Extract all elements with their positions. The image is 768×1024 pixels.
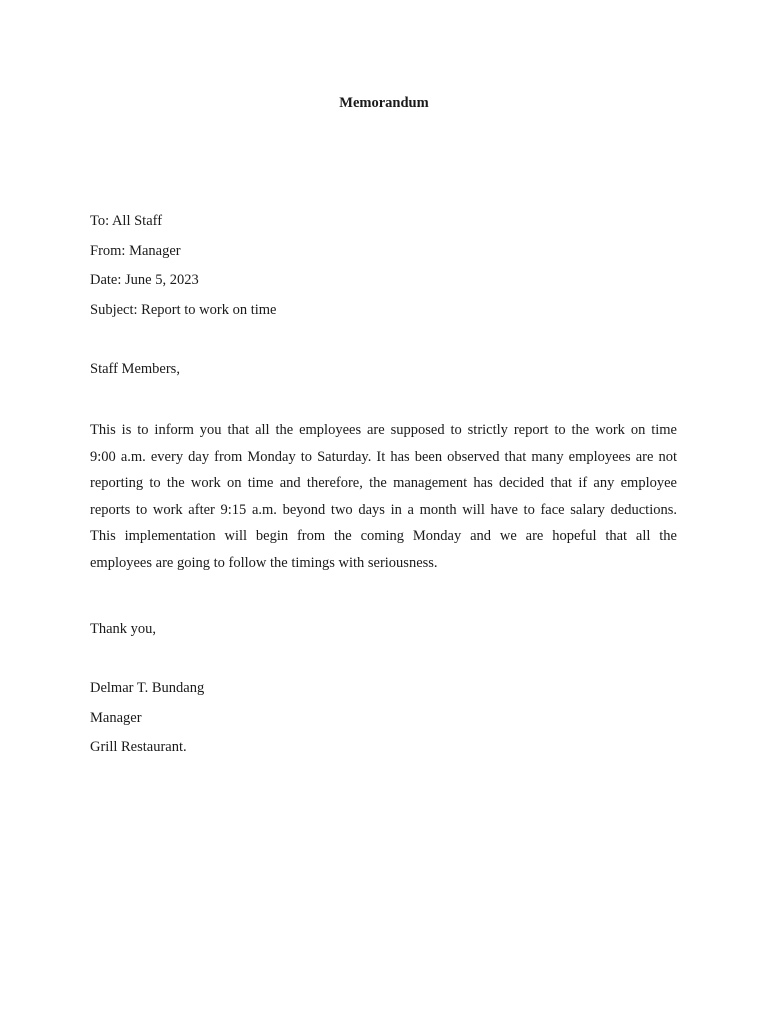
signature-name: Delmar T. Bundang (90, 680, 205, 696)
body-line: reporting to the work on time and therefore, the management has decided that if any employee (90, 475, 677, 492)
memo-salutation: Staff Members, (90, 361, 180, 377)
memo-to-line: To: All Staff (90, 213, 163, 229)
signature-position: Manager (90, 710, 142, 726)
memo-body-paragraph (90, 417, 677, 577)
signature-company: Grill Restaurant. (90, 739, 187, 755)
body-line: reports to work after 9:15 a.m. beyond two days in a month will have to face salary deductions. (90, 501, 677, 518)
body-line: employees are going to follow the timings with seriousness. (90, 554, 438, 571)
memo-from-line: From: Manager (90, 243, 181, 259)
memo-subject-line: Subject: Report to work on time (90, 302, 277, 318)
body-line: 9:00 a.m. every day from Monday to Saturday. It has been observed that many employees are not (90, 448, 677, 465)
body-line: This implementation will begin from the coming Monday and we are hopeful that all the (90, 528, 677, 545)
memo-title: Memorandum (339, 95, 429, 111)
memo-date-line: Date: June 5, 2023 (90, 272, 199, 288)
memo-closing: Thank you, (90, 621, 157, 637)
body-line: This is to inform you that all the employees are supposed to strictly report to the work on time (90, 422, 677, 438)
